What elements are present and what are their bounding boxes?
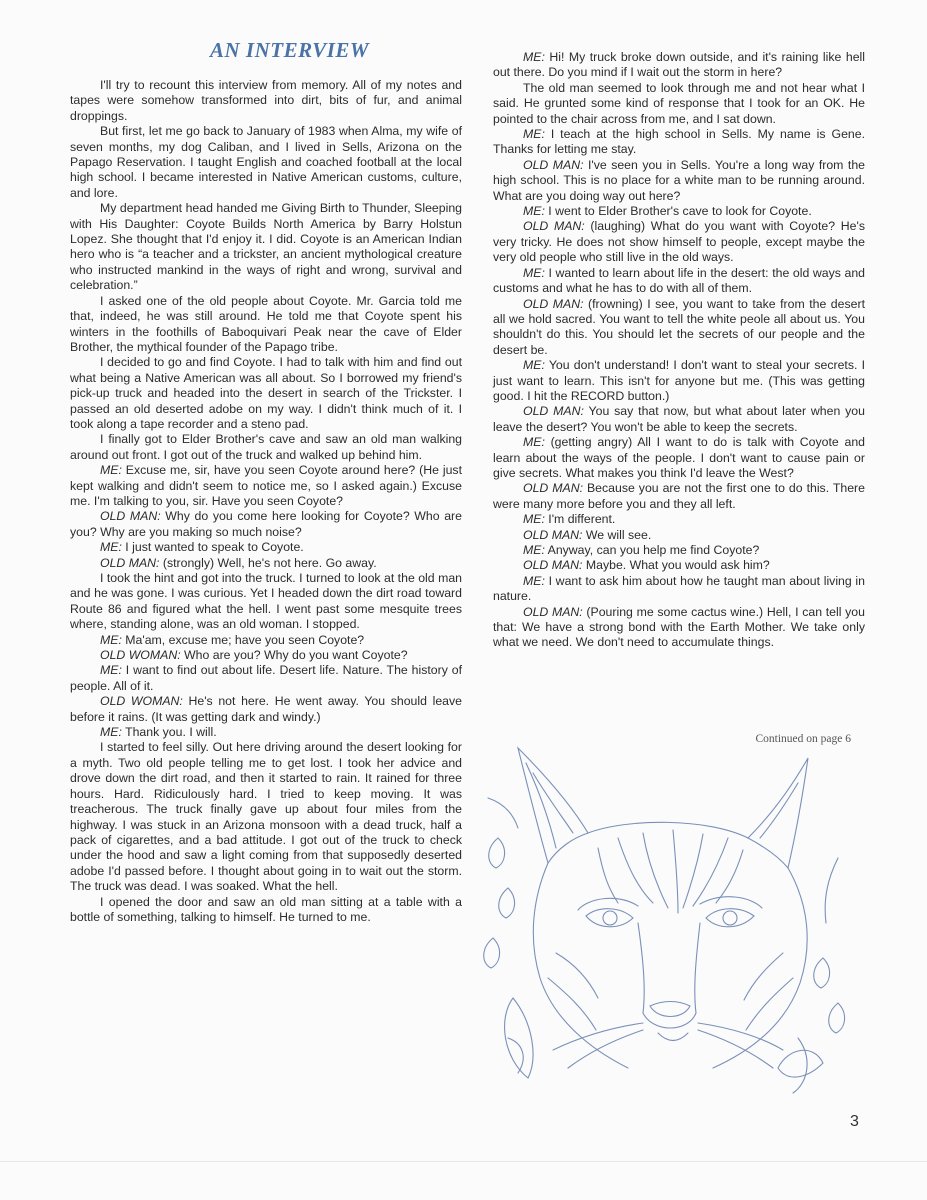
speaker-label: OLD MAN: xyxy=(523,481,583,496)
right-column-text xyxy=(493,50,865,651)
speaker-label: ME: xyxy=(523,573,545,588)
paragraph-text: (Pouring me some cactus wine.) Hell, I can tell you that: We have a strong bond with the Earth Mother. We take only what we need. We don't need to accumulate things. xyxy=(493,604,865,650)
paragraph xyxy=(70,78,462,124)
paragraph xyxy=(70,124,462,201)
speaker-label: OLD MAN: xyxy=(523,296,584,311)
paragraph xyxy=(493,81,865,127)
speaker-label: OLD MAN: xyxy=(523,157,584,172)
paragraph-text: Thank you. I will. xyxy=(121,725,217,740)
speaker-label: OLD MAN: xyxy=(523,527,583,542)
paragraph-text: I decided to go and find Coyote. I had to talk with him and find out what being a Native American was all about. So I borrowed my friend's pick-up truck and headed into the desert in search of the Trickster. I passed an old deserted adobe on my way. I didn't think much of it. I took along a tape recorder and a steno pad. xyxy=(70,355,462,431)
paragraph-text: I teach at the high school in Sells. My name is Gene. Thanks for letting me stay. xyxy=(493,127,865,157)
paragraph-text: I went to Elder Brother's cave to look for Coyote. xyxy=(544,204,812,219)
paragraph-text: I just wanted to speak to Coyote. xyxy=(121,540,304,555)
speaker-label: ME: xyxy=(523,127,545,142)
paragraph-text: But first, let me go back to January of 1983 when Alma, my wife of seven months, my dog Caliban, and I lived in Sells, Arizona on the Papago Reservation. I taught English and coached football at the local high school. I became interested in Native American customs, culture, and lore. xyxy=(70,124,462,200)
speaker-label: ME: xyxy=(523,204,545,219)
paragraph xyxy=(70,571,462,633)
paragraph-text: I finally got to Elder Brother's cave and saw an old man walking around out front. I got out of the truck and walked up behind him. xyxy=(70,432,462,462)
page-edge-line xyxy=(0,1161,927,1162)
paragraph-text: I want to find out about life. Desert life. Nature. The history of people. All of it. xyxy=(70,663,462,693)
paragraph xyxy=(493,574,865,605)
paragraph xyxy=(70,633,462,648)
paragraph-text: Ma'am, excuse me; have you seen Coyote? xyxy=(121,632,365,647)
speaker-label: ME: xyxy=(100,663,122,678)
paragraph-text: We will see. xyxy=(582,527,652,542)
article-title: AN INTERVIEW xyxy=(210,38,370,62)
paragraph xyxy=(493,297,865,359)
paragraph-text: (frowning) I see, you want to take from the desert all we hold sacred. You want to tell the white peole all about us. You shouldn't do this. You should let the secrets of our people and the desert be. xyxy=(493,296,865,357)
paragraph xyxy=(493,219,865,265)
paragraph-text: I've seen you in Sells. You're a long way from the high school. This is no place for a white man to be running around. What are you doing way out here? xyxy=(493,157,865,203)
paragraph xyxy=(493,605,865,651)
paragraph xyxy=(493,512,865,527)
speaker-label: OLD MAN: xyxy=(523,219,585,234)
speaker-label: ME: xyxy=(523,435,545,450)
paragraph xyxy=(493,558,865,573)
paragraph-text: (strongly) Well, he's not here. Go away. xyxy=(159,555,377,570)
paragraph-text: He's not here. He went away. You should leave before it rains. (It was getting dark and windy.) xyxy=(70,694,462,724)
paragraph-text: Because you are not the first one to do this. There were many more before you and they all left. xyxy=(493,481,865,511)
paragraph xyxy=(493,158,865,204)
speaker-label: ME: xyxy=(523,543,545,557)
paragraph xyxy=(70,895,462,926)
paragraph xyxy=(493,204,865,219)
paragraph xyxy=(70,648,462,663)
speaker-label: ME: xyxy=(100,725,122,740)
paragraph-text: I started to feel silly. Out here driving around the desert looking for a myth. Two old people telling me to get lost. I took her advice and drove down the dirt road, and then it started to rain. It rained for three hours. Hard. Ridiculously hard. I tried to keep moving. It was treacherous. The truck finally gave up about four miles from the highway. I was stuck in an Arizona monsoon with a dead truck, half a pack of cigarettes, and a bad attitude. I got out of the truck to check under the hood and saw a light coming from that supposedly deserted adobe I'd passed before. I thought about going in to wait out the storm. The truck was dead. I was soaked. What the hell. xyxy=(70,740,462,894)
paragraph-text: You don't understand! I don't want to steal your secrets. I just want to learn. This isn't for anyone but me. (This was getting good. I hit the RECORD button.) xyxy=(493,358,865,403)
paragraph xyxy=(493,481,865,512)
paragraph xyxy=(70,294,462,356)
speaker-label: ME: xyxy=(523,50,545,64)
paragraph xyxy=(493,358,865,404)
paragraph-text: You say that now, but what about later when you leave the desert? You won't be able to keep the secrets. xyxy=(493,404,865,434)
paragraph-text: I'm different. xyxy=(544,512,616,527)
speaker-label: ME: xyxy=(100,540,122,555)
paragraph xyxy=(493,543,865,558)
paragraph xyxy=(70,556,462,571)
paragraph xyxy=(70,694,462,725)
paragraph xyxy=(493,435,865,481)
speaker-label: OLD WOMAN: xyxy=(100,694,183,709)
paragraph xyxy=(70,432,462,463)
paragraph-text: Who are you? Why do you want Coyote? xyxy=(180,648,408,663)
paragraph xyxy=(493,528,865,543)
paragraph-text: Why do you come here looking for Coyote? Who are you? Why are you making so much noise? xyxy=(70,509,462,539)
speaker-label: OLD MAN: xyxy=(100,509,161,524)
paragraph xyxy=(493,266,865,297)
paragraph-text: I'll try to recount this interview from memory. All of my notes and tapes were somehow transformed into dirt, bits of fur, and animal droppings. xyxy=(70,78,462,123)
paragraph-text: I opened the door and saw an old man sitting at a table with a bottle of something, talking to himself. He turned to me. xyxy=(70,894,462,924)
speaker-label: ME: xyxy=(100,463,122,478)
paragraph-text: I wanted to learn about life in the desert: the old ways and customs and what he has to do with all of them. xyxy=(493,265,865,296)
paragraph-text: The old man seemed to look through me and not hear what I said. He grunted some kind of response that I took for an OK. He pointed to the chair across from me, and I sat down. xyxy=(493,80,865,126)
speaker-label: ME: xyxy=(100,632,122,647)
page-number: 3 xyxy=(850,1113,859,1130)
paragraph-text: (getting angry) All I want to do is talk with Coyote and learn about the ways of the people. I don't want to cause pain or give secrets. What makes you think I'd leave the West? xyxy=(493,435,865,480)
paragraph-text: Anyway, can you help me find Coyote? xyxy=(544,543,760,557)
paragraph-text: I asked one of the old people about Coyote. Mr. Garcia told me that, indeed, he was still around. He told me that Coyote spent his winters in the foothills of Baboquivari Peak near the cave of Elder Brother, the mythical founder of the Papago tribe. xyxy=(70,293,462,354)
paragraph xyxy=(70,355,462,432)
paragraph-text: Hi! My truck broke down outside, and it's raining like hell out there. Do you mind if I wait out the storm in here? xyxy=(493,50,865,80)
paragraph xyxy=(70,725,462,740)
paragraph-text: Excuse me, sir, have you seen Coyote around here? (He just kept walking and didn't seem to notice me, so I asked again.) Excuse me. I'm talking to you, sir. Have you seen Coyote? xyxy=(70,463,462,508)
speaker-label: ME: xyxy=(523,358,545,373)
paragraph xyxy=(493,404,865,435)
speaker-label: OLD MAN: xyxy=(523,404,584,419)
paragraph xyxy=(70,201,462,293)
paragraph-text: Maybe. What you would ask him? xyxy=(582,558,770,573)
paragraph xyxy=(70,463,462,509)
left-column-text xyxy=(70,78,462,925)
speaker-label: ME: xyxy=(523,512,545,527)
paragraph xyxy=(70,540,462,555)
paragraph-text: I want to ask him about how he taught man about living in nature. xyxy=(493,573,865,604)
paragraph-text: (laughing) What do you want with Coyote? He's very tricky. He does not show himself to people, except maybe the very old people who still live in the old ways. xyxy=(493,219,865,265)
speaker-label: OLD MAN: xyxy=(100,555,160,570)
paragraph xyxy=(70,663,462,694)
speaker-label: OLD MAN: xyxy=(523,604,583,619)
paragraph-text: I took the hint and got into the truck. I turned to look at the old man and he was gone. I was curious. Yet I headed down the dirt road toward Route 86 and figured what the hell. I went past some mesquite trees where, standing alone, was an old woman. I stopped. xyxy=(70,571,462,632)
paragraph xyxy=(70,509,462,540)
speaker-label: OLD MAN: xyxy=(523,558,583,573)
paragraph-text: My department head handed me Giving Birth to Thunder, Sleeping with His Daughter: Coyote Builds North America by Barry Holstun Lopez. She thought that I'd enjoy it. I did. Coyote is an American Indian hero who is “a teacher and a trickster, an ancient mythological creature who instructed mankind in the ways of right and wrong, survival and celebration.” xyxy=(70,201,462,293)
speaker-label: ME: xyxy=(523,265,545,280)
paragraph xyxy=(493,127,865,158)
coyote-illustration xyxy=(478,738,862,1108)
speaker-label: OLD WOMAN: xyxy=(100,648,181,663)
paragraph xyxy=(70,740,462,894)
continued-note: Continued on page 6 xyxy=(755,733,851,745)
paragraph xyxy=(493,50,865,81)
